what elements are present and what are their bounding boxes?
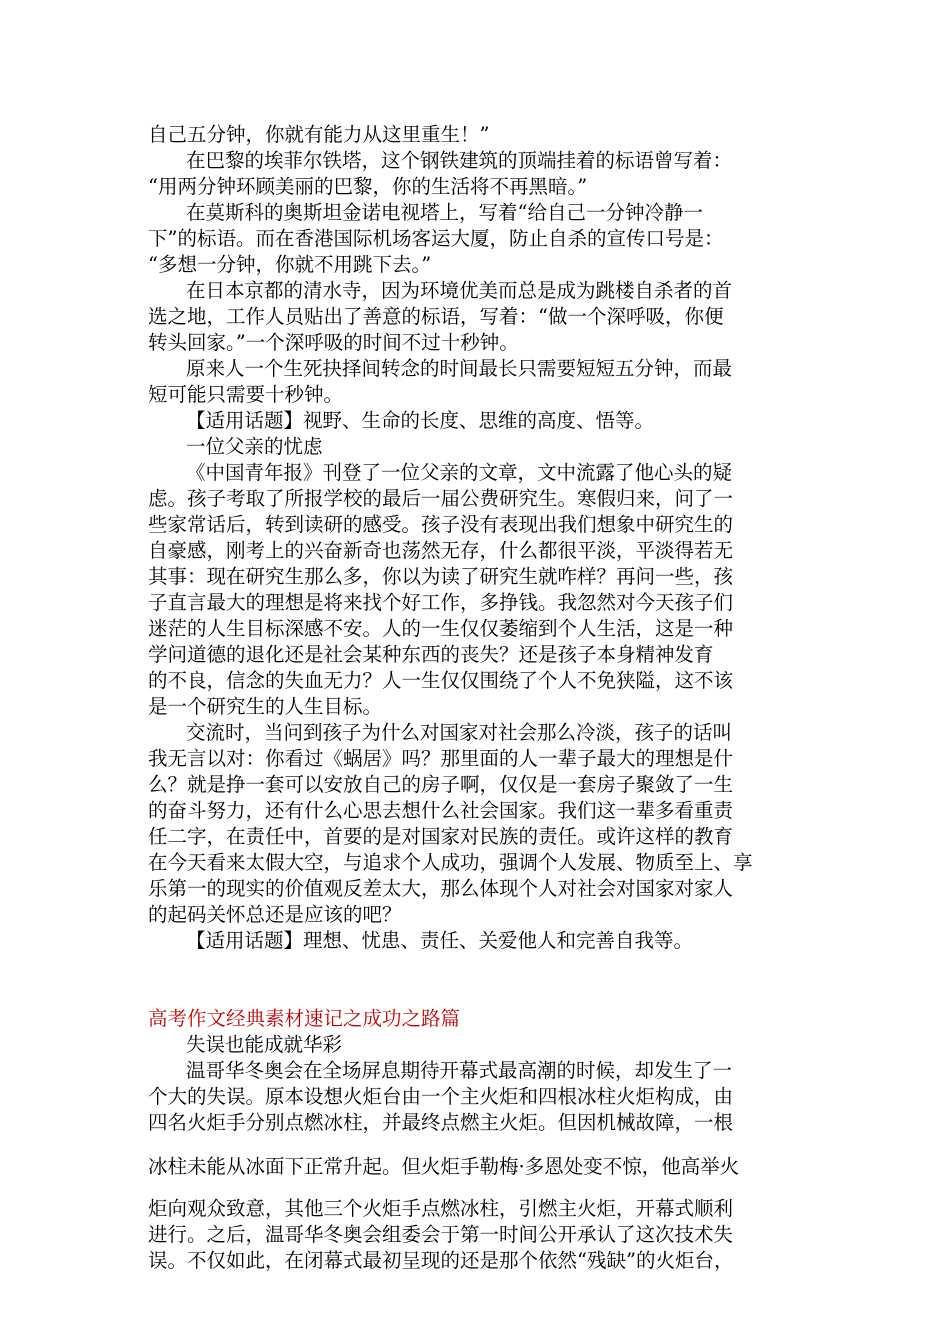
text-line: 下”的标语。而在香港国际机场客运大厦，防止自杀的宣传口号是： — [148, 227, 724, 250]
text-line: 其事：现在研究生那么多，你以为读了研究生就咋样？再问一些，孩 — [148, 565, 734, 588]
text-line: 在日本京都的清水寺，因为环境优美而总是成为跳楼自杀者的首 — [186, 279, 733, 302]
text-line: 迷茫的人生目标深感不安。人的一生仅仅萎缩到个人生活，这是一种 — [148, 617, 734, 640]
text-line: 学问道德的退化还是社会某种东西的丧失？还是孩子本身精神发育 — [148, 643, 714, 666]
text-line: 虑。孩子考取了所报学校的最后一届公费研究生。寒假归来，问了一 — [148, 487, 734, 510]
text-line: 《中国青年报》刊登了一位父亲的文章，文中流露了他心头的疑 — [186, 461, 733, 484]
text-line: 选之地，工作人员贴出了善意的标语，写着：“做一个深呼吸，你便 — [148, 305, 724, 328]
text-line: 转头回家。”一个深呼吸的时间不过十秒钟。 — [148, 331, 519, 354]
text-line: “用两分钟环顾美丽的巴黎，你的生活将不再黑暗。” — [148, 175, 588, 198]
text-line: 交流时，当问到孩子为什么对国家对社会那么冷淡，孩子的话叫 — [186, 721, 733, 744]
text-line: 炬向观众致意，其他三个火炬手点燃冰柱，引燃主火炬，开幕式顺利 — [148, 1197, 734, 1220]
text-line: 自己五分钟，你就有能力从这里重生！” — [148, 123, 490, 146]
text-line: 的起码关怀总还是应该的吧？ — [148, 903, 402, 926]
text-line: 原来人一个生死抉择间转念的时间最长只需要短短五分钟，而最 — [186, 357, 733, 380]
text-line: 在巴黎的埃菲尔铁塔，这个钢铁建筑的顶端挂着的标语曾写着： — [186, 149, 733, 172]
text-line: 个大的失误。原本设想火炬台由一个主火炬和四根冰柱火炬构成，由 — [148, 1085, 734, 1108]
text-line: 些家常话后，转到读研的感受。孩子没有表现出我们想象中研究生的 — [148, 513, 734, 536]
text-line: 进行。之后，温哥华冬奥会组委会于第一时间公开承认了这次技术失 — [148, 1223, 734, 1246]
topic-line: 【适用话题】视野、生命的长度、思维的高度、悟等。 — [186, 409, 655, 432]
text-line: 短可能只需要十秒钟。 — [148, 383, 344, 406]
text-line: 任二字，在责任中，首要的是对国家对民族的责任。或许这样的教育 — [148, 825, 734, 848]
topic-line: 【适用话题】理想、忧患、责任、关爱他人和完善自我等。 — [186, 929, 694, 952]
text-line: 的奋斗努力，还有什么心思去想什么社会国家。我们这一辈多看重责 — [148, 799, 734, 822]
text-line: 的不良，信念的失血无力？人一生仅仅围绕了个人不免狭隘，这不该 — [148, 669, 734, 692]
text-line: 在今天看来太假大空，与追求个人成功，强调个人发展、物质至上、享 — [148, 851, 753, 874]
text-line: 温哥华冬奥会在全场屏息期待开幕式最高潮的时候，却发生了一 — [186, 1059, 733, 1082]
text-line: 是一个研究生的人生目标。 — [148, 695, 383, 718]
text-line: 乐第一的现实的价值观反差太大，那么体现个人对社会对国家对家人 — [148, 877, 734, 900]
text-line: 么？就是挣一套可以安放自己的房子啊，仅仅是一套房子聚敛了一生 — [148, 773, 734, 796]
text-line: 子直言最大的理想是将来找个好工作，多挣钱。我忽然对今天孩子们 — [148, 591, 734, 614]
text-line: “多想一分钟，你就不用跳下去。” — [148, 253, 432, 276]
text-line: 我无言以对：你看过《蜗居》吗？那里面的人一辈子最大的理想是什 — [148, 747, 734, 770]
text-line: 四名火炬手分别点燃冰柱，并最终点燃主火炬。但因机械故障，一根 — [148, 1111, 734, 1134]
text-line: 在莫斯科的奥斯坦金诺电视塔上，写着“给自己一分钟冷静一 — [186, 201, 703, 224]
text-line: 冰柱未能从冰面下正常升起。但火炬手勒梅·多恩处变不惊，他高举火 — [148, 1155, 740, 1178]
text-line: 误。不仅如此，在闭幕式最初呈现的还是那个依然“残缺”的火炬台， — [148, 1249, 734, 1272]
chapter-heading: 高考作文经典素材速记之成功之路篇 — [148, 1007, 461, 1030]
section-title: 一位父亲的忧虑 — [186, 435, 323, 458]
text-line: 自豪感，刚考上的兴奋新奇也荡然无存，什么都很平淡，平淡得若无 — [148, 539, 734, 562]
section-title: 失误也能成就华彩 — [186, 1033, 343, 1056]
